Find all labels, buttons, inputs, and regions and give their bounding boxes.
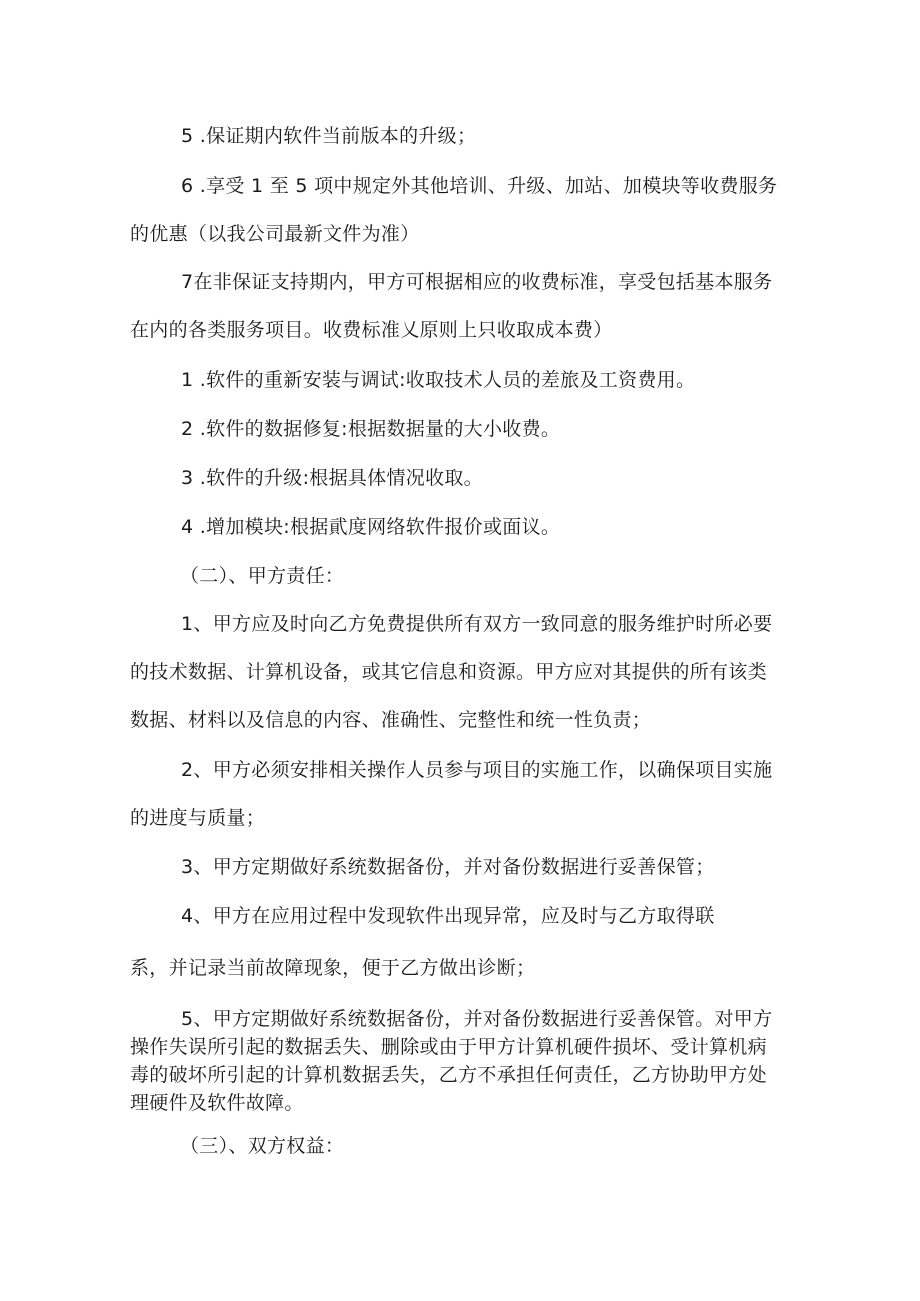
party-a-duty-1-line-3: 数据、材料以及信息的内容、准确性、完整性和统一性负责； — [130, 709, 652, 731]
party-a-duty-5-line-3: 毒的破坏所引起的计算机数据丢失，乙方不承担任何责任，乙方协助甲方处 — [130, 1064, 767, 1086]
list-item-7-line-2: 在内的各类服务项目。收费标准乂原则上只收取成本费） — [130, 319, 613, 341]
section-heading-2: （二）、甲方责任： — [180, 565, 345, 587]
party-a-duty-5-line-4: 理硬件及软件故障。 — [130, 1092, 304, 1114]
list-item-7-line-1: 7在非保证支持期内，甲方可根据相应的收费标准，享受包括基本服务 — [181, 271, 773, 293]
list-item-6-line-2: 的优惠（以我公司最新文件为准） — [130, 223, 420, 245]
fee-item-3: 3 .软件的升级:根据具体情况收取。 — [181, 467, 483, 489]
party-a-duty-4-line-2: 系，并记录当前故障现象，便于乙方做出诊断； — [130, 957, 536, 979]
party-a-duty-1-line-1: 1、甲方应及时向乙方免费提供所有双方一致同意的服务维护时所必要 — [181, 613, 773, 635]
list-item-6-line-1: 6 .享受 1 至 5 项中规定外其他培训、升级、加站、加模块等收费服务 — [181, 175, 778, 197]
fee-item-4: 4 .增加模块:根据貮度网络软件报价或面议。 — [181, 516, 561, 538]
party-a-duty-4-line-1: 4、甲方在应用过程中发现软件出现异常，应及时与乙方取得联 — [181, 905, 715, 927]
party-a-duty-5-line-2: 操作失误所引起的数据丢失、删除或由于甲方计算机硬件损坏、受计算机病 — [130, 1036, 767, 1058]
party-a-duty-2-line-2: 的进度与质量； — [130, 807, 266, 829]
party-a-duty-2-line-1: 2、甲方必须安排相关操作人员参与项目的实施工作，以确保项目实施 — [181, 759, 773, 781]
fee-item-2: 2 .软件的数据修复:根据数据量的大小收费。 — [181, 418, 561, 440]
section-heading-3: （三）、双方权益： — [180, 1135, 345, 1157]
party-a-duty-3: 3、甲方定期做好系统数据备份，并对备份数据进行妥善保管； — [181, 856, 715, 878]
party-a-duty-1-line-2: 的技术数据、计算机设备，或其它信息和资源。甲方应对其提供的所有该类 — [130, 661, 767, 683]
fee-item-1: 1 .软件的重新安装与调试:收取技术人员的差旅及工资费用。 — [181, 369, 696, 391]
party-a-duty-5-line-1: 5、甲方定期做好系统数据备份，并对备份数据进行妥善保管。对甲方 — [181, 1008, 773, 1030]
list-item-5: 5 .保证期内软件当前版本的升级； — [181, 125, 477, 147]
